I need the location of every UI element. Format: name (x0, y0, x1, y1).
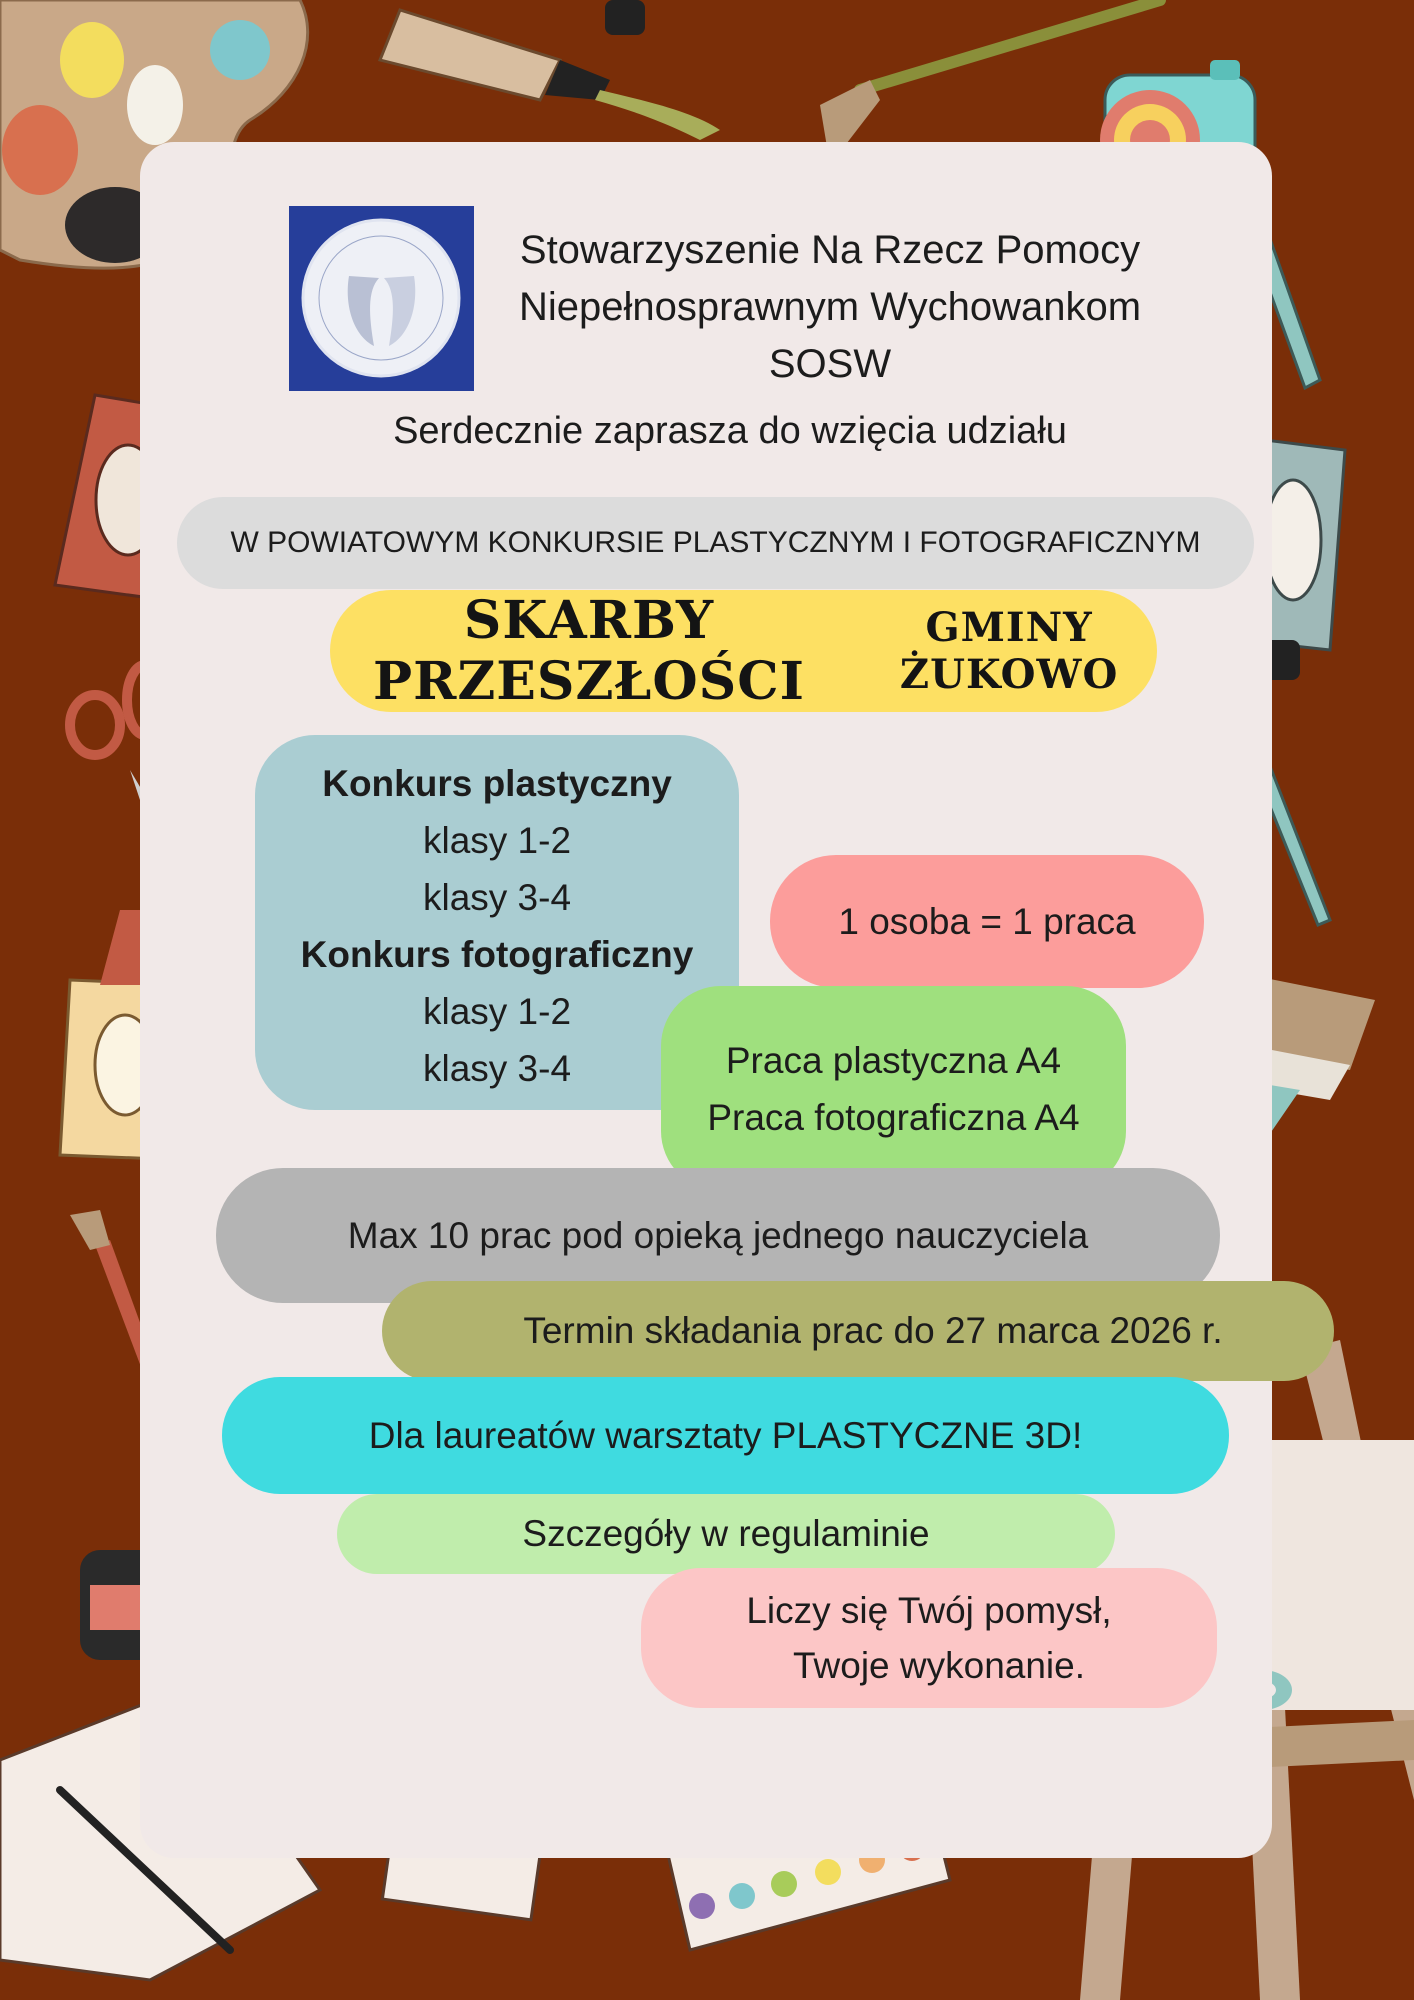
organization-name (480, 222, 1180, 393)
art-contest-heading: Konkurs plastyczny (322, 763, 672, 804)
title-sub: GMINY ŻUKOWO (899, 604, 1119, 698)
motto-line-1: Liczy się Twój pomysł, (746, 1590, 1112, 1631)
title-banner (330, 590, 1157, 712)
paint-tube-icon (380, 0, 720, 140)
logo-emblem (289, 206, 474, 391)
organization-line-1: Stowarzyszenie Na Rzecz Pomocy (519, 228, 1141, 272)
format-box (661, 986, 1126, 1191)
details-text: Szczegóły w regulaminie (522, 1513, 930, 1554)
art-class-2: klasy 3-4 (422, 877, 572, 918)
motto-box (641, 1568, 1217, 1708)
competition-banner-text: W POWIATOWYM KONKURSIE PLASTYCZNYM I FOTOGRAFICZNYM (230, 526, 1201, 559)
art-class-1: klasy 1-2 (422, 820, 572, 861)
max-works-text: Max 10 prac pod opieką jednego nauczyciela (347, 1214, 1089, 1256)
organization-line-2: Niepełnosprawnym Wychowankom (518, 285, 1142, 329)
invite-text: Serdecznie zaprasza do wzięcia udziału (393, 410, 1067, 452)
details-banner (337, 1494, 1115, 1574)
format-line-1: Praca plastyczna A4 (725, 1039, 1062, 1081)
organization-line-3: SOSW (768, 342, 892, 386)
one-person-rule-text: 1 osoba = 1 praca (838, 900, 1136, 942)
format-line-2: Praca fotograficzna A4 (707, 1096, 1080, 1138)
one-person-rule (770, 855, 1204, 988)
prize-text: Dla laureatów warsztaty PLASTYCZNE 3D! (368, 1414, 1083, 1456)
title-main: SKARBY PRZESZŁOŚCI (373, 590, 805, 712)
motto-line-2: Twoje wykonanie. (792, 1645, 1086, 1686)
competition-banner (177, 497, 1254, 589)
prize-banner (222, 1377, 1229, 1494)
photo-class-2: klasy 3-4 (422, 1048, 572, 1089)
deadline-text: Termin składania prac do 27 marca 2026 r. (523, 1310, 1223, 1351)
photo-contest-heading: Konkurs fotograficzny (300, 934, 694, 975)
deadline-banner (382, 1281, 1334, 1381)
photo-class-1: klasy 1-2 (422, 991, 572, 1032)
